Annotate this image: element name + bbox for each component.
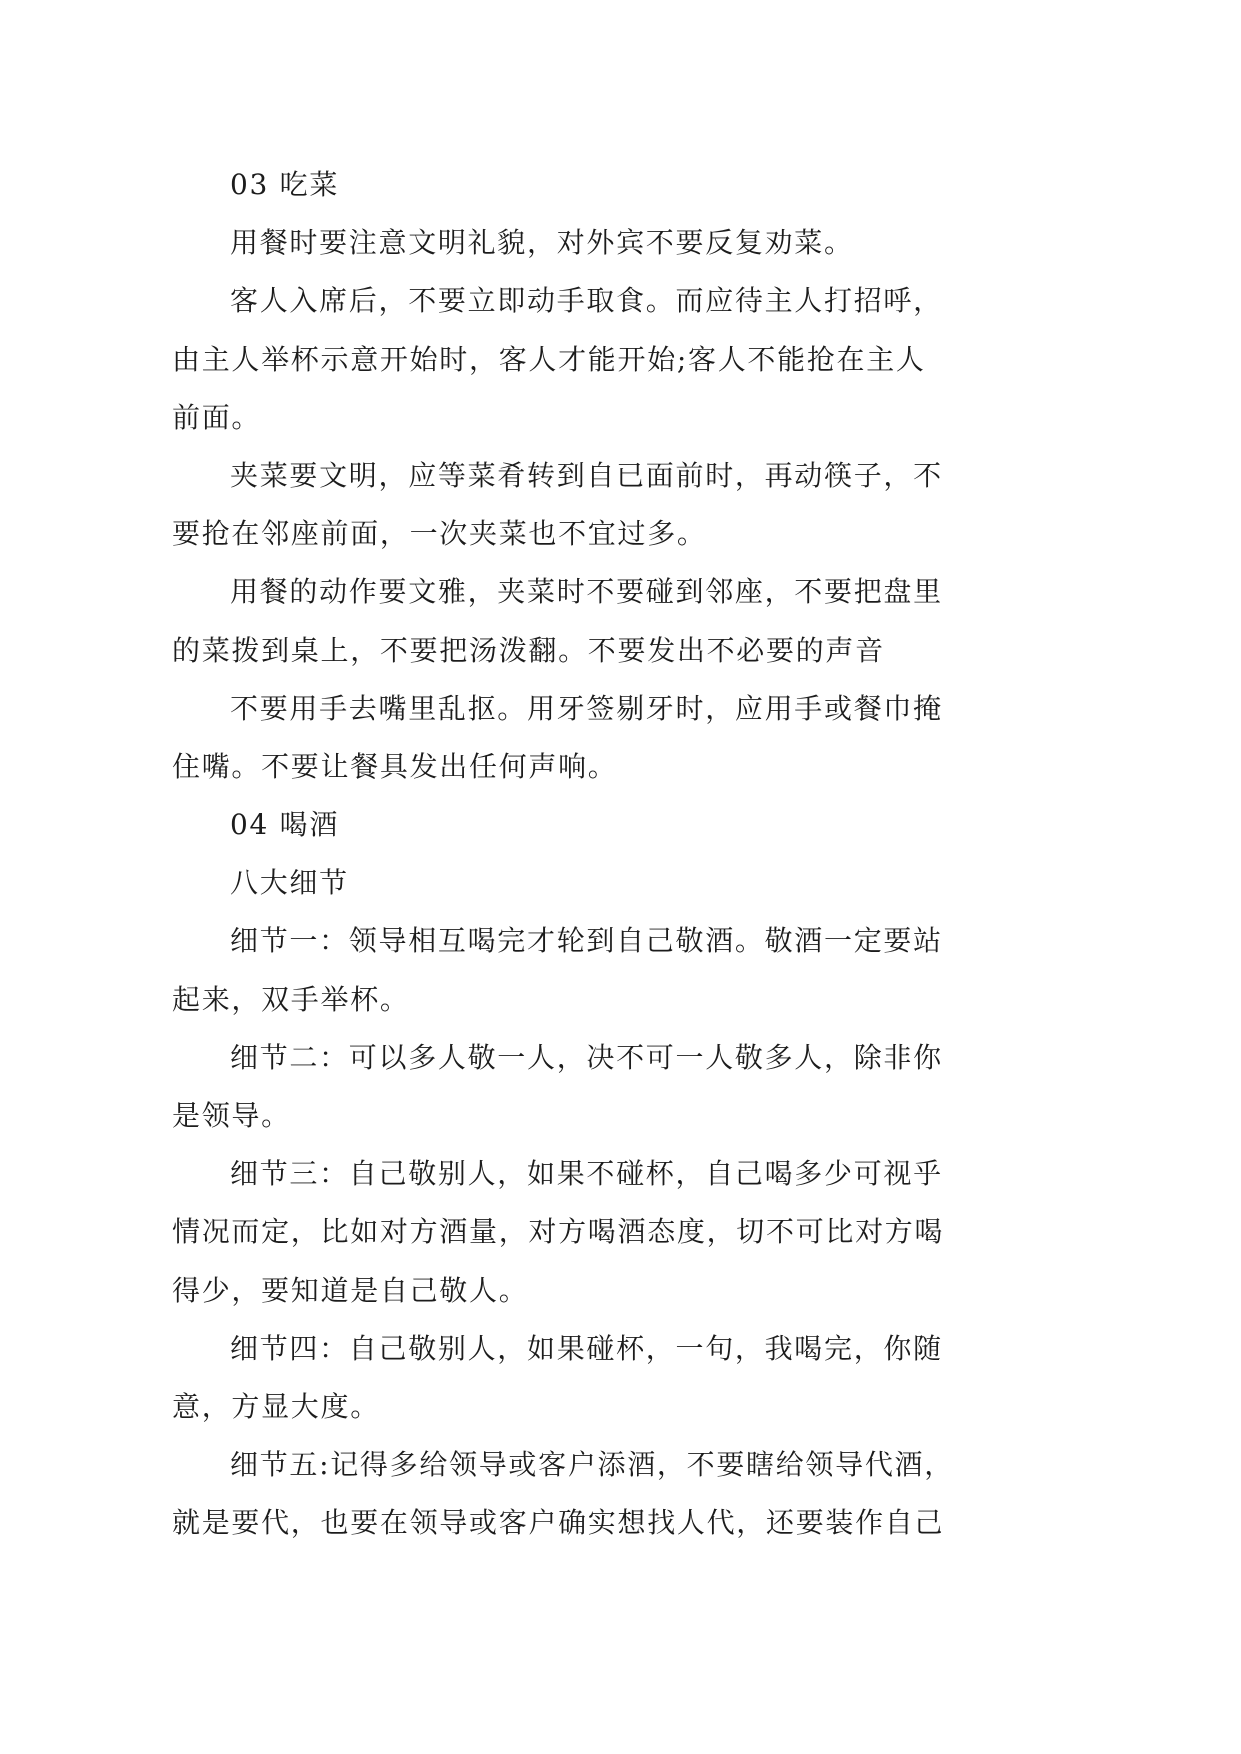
- paragraph: [172, 272, 992, 447]
- section-heading: [172, 156, 992, 214]
- text-line: 用餐时要注意文明礼貌，对外宾不要反复劝菜。: [230, 226, 854, 260]
- subheading: [172, 854, 992, 912]
- paragraph: [172, 912, 992, 1028]
- text-line: 细节四：自己敬别人，如果碰杯，一句，我喝完，你随: [230, 1331, 943, 1365]
- text-line: 由主人举杯示意开始时，客人才能开始;客人不能抢在主人: [172, 342, 926, 376]
- text-line: 前面。: [172, 400, 262, 434]
- text-line: 的菜拨到桌上，不要把汤泼翻。不要发出不必要的声音: [172, 633, 885, 667]
- subheading-text: 八大细节: [230, 866, 349, 900]
- document-body: [172, 156, 992, 1553]
- paragraph: [172, 214, 992, 272]
- heading-text: 04 喝酒: [230, 808, 340, 842]
- text-line: 住嘴。不要让餐具发出任何声响。: [172, 749, 618, 783]
- paragraph: [172, 680, 992, 796]
- text-line: 夹菜要文明，应等菜肴转到自已面前时，再动筷子，不: [230, 458, 943, 492]
- heading-text: 03 吃菜: [230, 168, 340, 201]
- paragraph: [172, 447, 992, 563]
- text-line: 就是要代，也要在领导或客户确实想找人代，还要装作自己: [172, 1506, 945, 1540]
- paragraph: [172, 1320, 992, 1436]
- text-line: 意，方显大度。: [172, 1389, 380, 1423]
- text-line: 起来，双手举杯。: [172, 982, 410, 1016]
- section-heading: [172, 796, 992, 854]
- paragraph: [172, 563, 992, 679]
- text-line: 用餐的动作要文雅，夹菜时不要碰到邻座，不要把盘里: [230, 575, 943, 609]
- text-line: 是领导。: [172, 1099, 291, 1132]
- text-line: 不要用手去嘴里乱抠。用牙签剔牙时，应用手或餐巾掩: [230, 691, 943, 725]
- text-line: 细节五:记得多给领导或客户添酒，不要瞎给领导代酒，: [230, 1448, 954, 1482]
- text-line: 细节二：可以多人敬一人，决不可一人敬多人，除非你: [230, 1040, 943, 1074]
- text-line: 细节三：自己敬别人，如果不碰杯，自己喝多少可视乎: [230, 1157, 943, 1191]
- text-line: 细节一：领导相互喝完才轮到自己敬酒。敬酒一定要站: [230, 924, 943, 958]
- text-line: 客人入席后，不要立即动手取食。而应待主人打招呼，: [230, 284, 943, 318]
- paragraph: [172, 1029, 992, 1145]
- text-line: 要抢在邻座前面，一次夹菜也不宜过多。: [172, 517, 707, 551]
- text-line: 情况而定，比如对方酒量，对方喝酒态度，切不可比对方喝: [172, 1215, 945, 1249]
- paragraph: [172, 1436, 992, 1552]
- text-line: 得少，要知道是自己敬人。: [172, 1273, 529, 1307]
- paragraph: [172, 1145, 992, 1320]
